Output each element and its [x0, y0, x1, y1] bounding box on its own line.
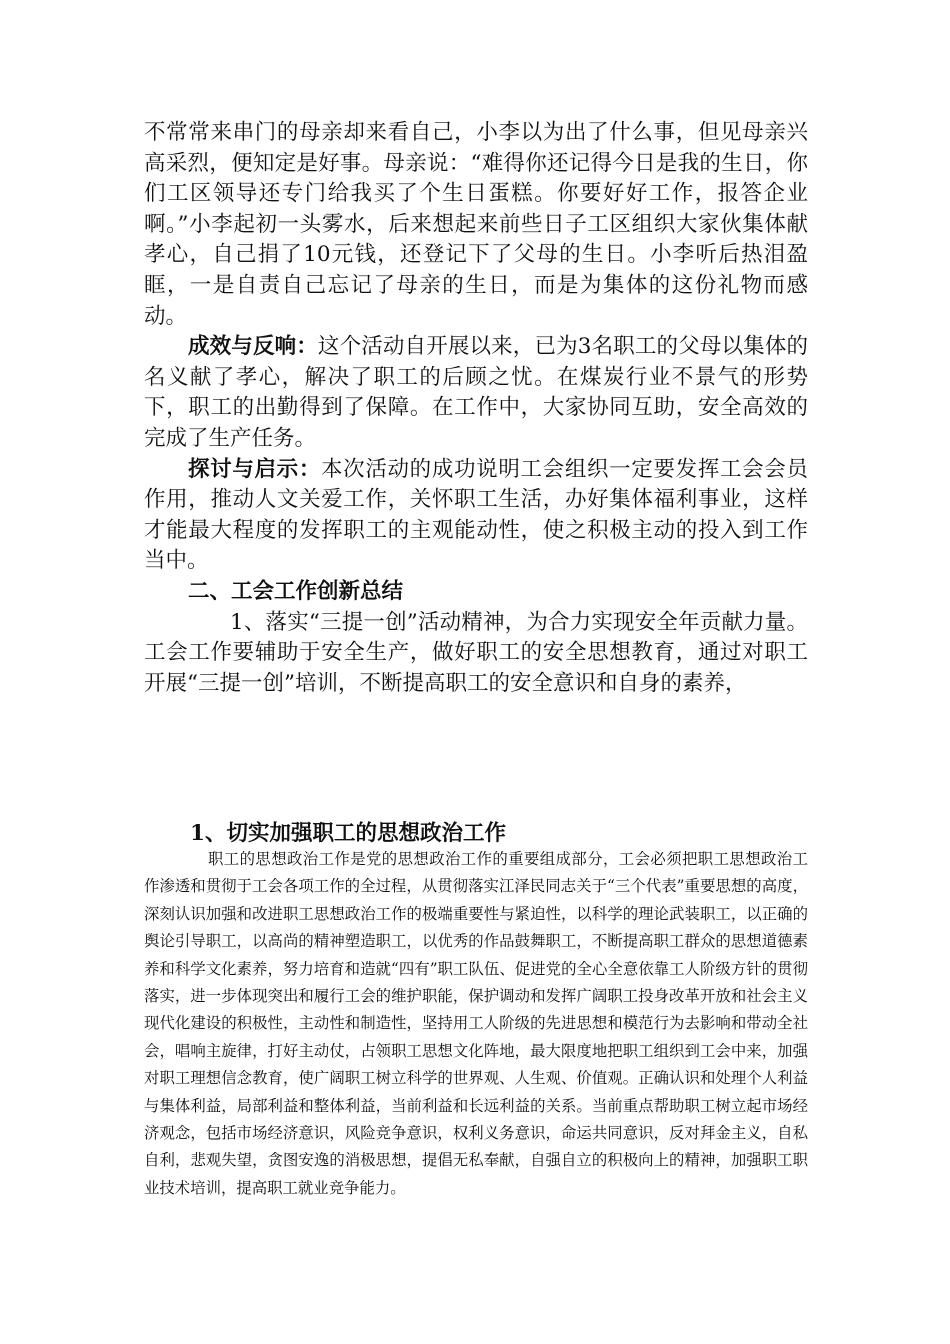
insights-lead: 探讨与启示： — [188, 456, 321, 482]
story-paragraph: 不常常来串门的母亲却来看自己，小李以为出了什么事，但见母亲兴高采烈，便知定是好事。母亲说：“难得你还记得今日是我的生日，你们工区领导还专门给我买了个生日蛋糕。你要好好工作，报答企业啊。”小李起初一头雾水，后来想起来前些日子工区组织大家伙集体献孝心，自己捐了10元钱，还登记下了父母的生日。小李听后热泪盈眶，一是自责自己忘记了母亲的生日，而是为集体的这份礼物而感动。 — [144, 120, 808, 329]
political-work-paragraph: 职工的思想政治工作是党的思想政治工作的重要组成部分，工会必须把职工思想政治工作渗透和贯彻于工会各项工作的全过程，从贯彻落实江泽民同志关于“三个代表”重要思想的高度，深刻认识加强和改进职工思想政治工作的极端重要性与紧迫性，以科学的理论武装职工，以正确的舆论引导职工，以高尚的精神塑造职工，以优秀的作品鼓舞职工，不断提高职工群众的思想道德素养和科学文化素养，努力培育和造就“四有”职工队伍、促进党的全心全意依靠工人阶级方针的贯彻落实，进一步体现突出和履行工会的维护职能，保护调动和发挥广阔职工投身改革开放和社会主义现代化建设的积极性，主动性和制造性，坚持用工人阶级的先进思想和模范行为去影响和带动全社会，唱响主旋律，打好主动仗，占领职工思想文化阵地，最大限度地把职工组织到工会中来，加强对职工理想信念教育，使广阔职工树立科学的世界观、人生观、价值观。正确认识和处理个人利益与集体利益，局部利益和整体利益，当前利益和长远利益的关系。当前重点帮助职工树立起市场经济观念，包括市场经济意识，风险竞争意识，权利义务意识，命运共同意识，反对拜金主义，自私自利，悲观失望，贪图安逸的消极思想，提倡无私奉献，自强自立的积极向上的精神，加强职工职业技术培训，提高职工就业竞争能力。 — [144, 850, 808, 1197]
upper-text-section — [144, 118, 808, 699]
results-lead: 成效与反响： — [188, 334, 318, 360]
insights-paragraph — [144, 455, 808, 577]
results-body: 这个活动自开展以来，已为3名职工的父母以集体的名义献了孝心，解决了职工的后顾之忧。在煤炭行业不景气的形势下，职工的出勤得到了保障。在工作中，大家协同互助，安全高效的完成了生产任务。 — [144, 334, 808, 451]
safety-paragraph: 1、落实“三提一创”活动精神，为合力实现安全年贡献力量。工会工作要辅助于安全生产，做好职工的安全思想教育，通过对职工开展“三提一创”培训，不断提高职工的安全意识和自身的素养， — [144, 609, 808, 696]
subsection-heading: 1、切实加强职工的思想政治工作 — [190, 821, 506, 846]
results-paragraph — [144, 332, 808, 454]
section-heading: 二、工会工作创新总结 — [188, 578, 404, 604]
insights-body: 本次活动的成功说明工会组织一定要发挥工会会员作用，推动人文关爱工作，关怀职工生活，办好集体福利事业，这样才能最大程度的发挥职工的主观能动性，使之积极主动的投入到工作当中。 — [144, 456, 808, 574]
